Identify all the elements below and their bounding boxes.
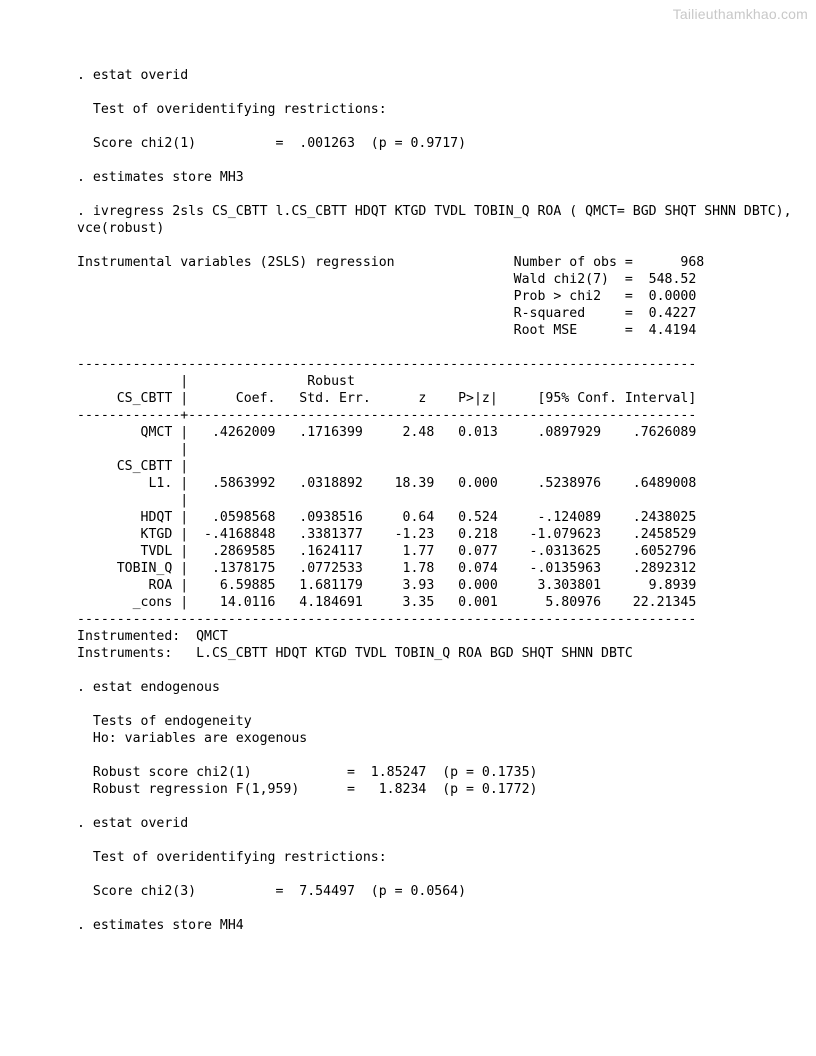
output-line: Prob > chi2 = 0.0000 xyxy=(77,289,697,304)
command-line: . estimates store MH3 xyxy=(77,170,244,185)
output-line: _cons | 14.0116 4.184691 3.35 0.001 5.80976 22.21345 xyxy=(77,595,697,610)
table-rule: ------------------------------------------------------------------------------ xyxy=(77,612,697,627)
output-line: CS_CBTT | Coef. Std. Err. z P>|z| [95% Conf. Interval] xyxy=(77,391,697,406)
output-line: | xyxy=(77,442,189,457)
command-line: . ivregress 2sls CS_CBTT l.CS_CBTT HDQT KTGD TVDL TOBIN_Q ROA ( QMCT= BGD SHQT SHNN DBTC), xyxy=(77,204,792,219)
output-line: Ho: variables are exogenous xyxy=(77,731,308,746)
output-line: | Robust xyxy=(77,374,355,389)
table-rule: ------------------------------------------------------------------------------ xyxy=(77,357,697,372)
output-line: Instruments: L.CS_CBTT HDQT KTGD TVDL TOBIN_Q ROA BGD SHQT SHNN DBTC xyxy=(77,646,633,661)
blank-line xyxy=(77,866,792,883)
output-line: Score chi2(3) = 7.54497 (p = 0.0564) xyxy=(77,884,467,899)
stata-output-log xyxy=(77,67,792,934)
output-line: Wald chi2(7) = 548.52 xyxy=(77,272,697,287)
output-line: CS_CBTT | xyxy=(77,459,189,474)
command-line: . estat overid xyxy=(77,816,189,831)
blank-line xyxy=(77,900,792,917)
output-line: Instrumented: QMCT xyxy=(77,629,228,644)
output-line: Test of overidentifying restrictions: xyxy=(77,850,387,865)
blank-line xyxy=(77,832,792,849)
blank-line xyxy=(77,747,792,764)
output-line: vce(robust) xyxy=(77,221,165,236)
output-line: TOBIN_Q | .1378175 .0772533 1.78 0.074 -.0135963 .2892312 xyxy=(77,561,697,576)
output-line: Root MSE = 4.4194 xyxy=(77,323,697,338)
output-line: Test of overidentifying restrictions: xyxy=(77,102,387,117)
blank-line xyxy=(77,339,792,356)
table-rule: -------------+---------------------------------------------------------------- xyxy=(77,408,697,423)
blank-line xyxy=(77,237,792,254)
output-line: QMCT | .4262009 .1716399 2.48 0.013 .0897929 .7626089 xyxy=(77,425,697,440)
output-line: HDQT | .0598568 .0938516 0.64 0.524 -.124089 .2438025 xyxy=(77,510,697,525)
blank-line xyxy=(77,662,792,679)
command-line: . estat overid xyxy=(77,68,189,83)
blank-line xyxy=(77,84,792,101)
output-line: R-squared = 0.4227 xyxy=(77,306,697,321)
blank-line xyxy=(77,696,792,713)
blank-line xyxy=(77,798,792,815)
watermark-text: Tailieuthamkhao.com xyxy=(672,6,808,22)
output-line: Instrumental variables (2SLS) regression Number of obs = 968 xyxy=(77,255,705,270)
command-line: . estat endogenous xyxy=(77,680,220,695)
output-line: | xyxy=(77,493,189,508)
output-line: TVDL | .2869585 .1624117 1.77 0.077 -.0313625 .6052796 xyxy=(77,544,697,559)
blank-line xyxy=(77,118,792,135)
output-line: Score chi2(1) = .001263 (p = 0.9717) xyxy=(77,136,467,151)
output-line: Robust regression F(1,959) = 1.8234 (p = 0.1772) xyxy=(77,782,538,797)
output-line: Robust score chi2(1) = 1.85247 (p = 0.1735) xyxy=(77,765,538,780)
output-line: Tests of endogeneity xyxy=(77,714,252,729)
blank-line xyxy=(77,152,792,169)
output-line: L1. | .5863992 .0318892 18.39 0.000 .5238976 .6489008 xyxy=(77,476,697,491)
blank-line xyxy=(77,186,792,203)
command-line: . estimates store MH4 xyxy=(77,918,244,933)
output-line: KTGD | -.4168848 .3381377 -1.23 0.218 -1.079623 .2458529 xyxy=(77,527,697,542)
output-line: ROA | 6.59885 1.681179 3.93 0.000 3.303801 9.8939 xyxy=(77,578,697,593)
